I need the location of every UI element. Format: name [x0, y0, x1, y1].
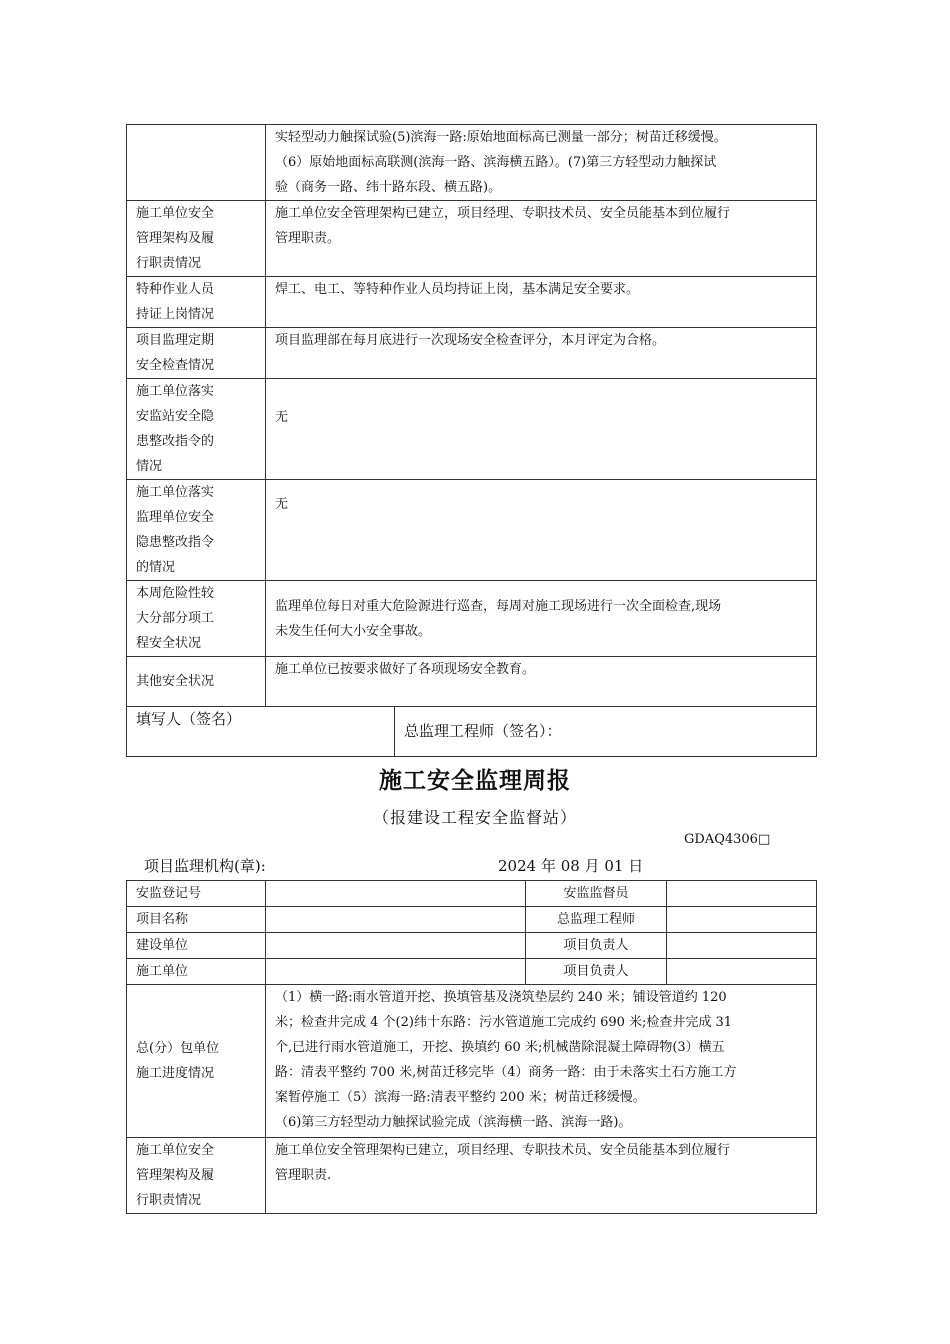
weekly-report-table — [126, 880, 817, 1214]
content-line: 项目监理部在每月底进行一次现场安全检查评分，本月评定为合格。 — [275, 333, 666, 348]
field-label: 安监监督员 — [526, 881, 667, 907]
table-row — [127, 581, 817, 657]
table-row — [127, 328, 817, 379]
label-cell — [127, 328, 266, 379]
signature-row — [127, 707, 817, 757]
field-label: 建设单位 — [127, 933, 266, 959]
content-line: 路：清表平整约 700 米,树苗迁移完毕（4）商务一路：由于未落实土石方施工方 — [275, 1065, 737, 1080]
document-code: GDAQ4306□ — [684, 832, 771, 847]
field-label: 总监理工程师 — [526, 907, 667, 933]
content-line: 施工单位已按要求做好了各项现场安全教育。 — [275, 662, 536, 677]
label-line: 安监站安全隐 — [136, 409, 215, 424]
label-line: 特种作业人员 — [136, 282, 215, 297]
content-line: 未发生任何大小安全事故。 — [275, 624, 432, 639]
content-cell — [266, 581, 817, 657]
label-line: 的情况 — [136, 560, 176, 575]
label-line: 其他安全状况 — [136, 674, 215, 689]
content-cell — [266, 1138, 817, 1214]
label-line: 施工单位安全 — [136, 1143, 215, 1158]
label-cell — [127, 379, 266, 480]
table-row — [127, 959, 817, 985]
table-row — [127, 933, 817, 959]
label-line: 大分部分项工 — [136, 611, 215, 626]
content-line: 案暂停施工（5）滨海一路:清表平整约 200 米；树苗迁移缓慢。 — [275, 1090, 646, 1105]
content-cell — [266, 480, 817, 581]
table-row — [127, 985, 817, 1138]
label-cell — [127, 277, 266, 328]
content-line: 焊工、电工、等特种作业人员均持证上岗，基本满足安全要求。 — [275, 282, 640, 297]
content-cell — [266, 657, 817, 707]
chief-engineer-signature-cell — [395, 707, 817, 757]
content-line: （6）原始地面标高联测(滨海一路、滨海横五路）。(7)第三方轻型动力触探试 — [275, 155, 717, 170]
label-cell — [127, 1138, 266, 1214]
table-row — [127, 480, 817, 581]
label-line: 施工单位落实 — [136, 384, 215, 399]
field-label: 安监登记号 — [127, 881, 266, 907]
label-cell — [127, 985, 266, 1138]
content-line: 个,已进行雨水管道施工，开挖、换填约 60 米;机械凿除混凝土障碍物(3）横五 — [275, 1040, 725, 1055]
content-line: 管理职责. — [275, 1168, 332, 1183]
label-line: 程安全状况 — [136, 636, 202, 651]
label-line: 持证上岗情况 — [136, 307, 215, 322]
content-cell — [266, 277, 817, 328]
content-cell — [266, 379, 817, 480]
label-cell — [127, 201, 266, 277]
label-line: 监理单位安全 — [136, 510, 215, 525]
field-label: 项目负责人 — [526, 959, 667, 985]
content-line: 施工单位安全管理架构已建立，项目经理、专职技术员、安全员能基本到位履行 — [275, 1143, 731, 1158]
report-title: 施工安全监理周报 — [379, 768, 571, 794]
label-line: 行职责情况 — [136, 1193, 202, 1208]
content-cell — [266, 328, 817, 379]
label-line: 管理架构及履 — [136, 1168, 215, 1183]
content-line: 实轻型动力触探试验(5)滨海一路:原始地面标高已测量一部分；树苗迁移缓慢。 — [275, 130, 727, 145]
content-line: 米；检查井完成 4 个(2)纬十东路：污水管道施工完成约 690 米;检查井完成 31 — [275, 1015, 733, 1030]
table-row — [127, 379, 817, 480]
label-cell — [127, 480, 266, 581]
content-cell — [266, 985, 817, 1138]
field-value — [266, 907, 526, 933]
label-line: 隐患整改指令 — [136, 535, 215, 550]
content-line: （6)第三方轻型动力触探试验完成（滨海横一路、滨海一路)。 — [275, 1115, 632, 1130]
label-cell — [127, 125, 266, 201]
table-row — [127, 1138, 817, 1214]
content-cell — [266, 125, 817, 201]
label-line: 行职责情况 — [136, 256, 202, 271]
content-cell — [266, 201, 817, 277]
label-cell — [127, 581, 266, 657]
label-line: 施工单位落实 — [136, 485, 215, 500]
label-line: 情况 — [136, 459, 163, 474]
field-label: 项目名称 — [127, 907, 266, 933]
table-row — [127, 881, 817, 907]
table-row — [127, 201, 817, 277]
field-label: 施工单位 — [127, 959, 266, 985]
label-line: 本周危险性较 — [136, 586, 215, 601]
table-row — [127, 657, 817, 707]
content-line: 监理单位每日对重大危险源进行巡查，每周对施工现场进行一次全面检查,现场 — [275, 599, 722, 614]
label-line: 项目监理定期 — [136, 333, 215, 348]
label-line: 安全检查情况 — [136, 358, 215, 373]
field-value — [266, 933, 526, 959]
report-date: 2024 年 08 月 01 日 — [498, 857, 644, 875]
report-subtitle: （报建设工程安全监督站） — [372, 808, 577, 827]
field-value — [667, 959, 817, 985]
label-line: 施工进度情况 — [136, 1066, 215, 1081]
content-line: 施工单位安全管理架构已建立，项目经理、专职技术员、安全员能基本到位履行 — [275, 206, 731, 221]
label-line: 管理架构及履 — [136, 231, 215, 246]
field-value — [667, 881, 817, 907]
label-line: 总(分）包单位 — [136, 1041, 220, 1056]
field-value — [667, 933, 817, 959]
table-row — [127, 907, 817, 933]
content-line: （1）横一路:雨水管道开挖、换填管基及浇筑垫层约 240 米；铺设管道约 120 — [275, 990, 727, 1005]
field-value — [266, 959, 526, 985]
filler-signature-cell — [127, 707, 395, 757]
label-line: 患整改指令的 — [136, 434, 215, 449]
table-row — [127, 125, 817, 201]
label-cell — [127, 657, 266, 707]
content-line: 验（商务一路、纬十路东段、横五路)。 — [275, 180, 502, 195]
field-value — [667, 907, 817, 933]
supervision-org-label: 项目监理机构(章): — [144, 857, 266, 875]
filler-signature-label: 填写人（签名） — [136, 710, 242, 728]
content-line: 无 — [275, 410, 289, 425]
field-label: 项目负责人 — [526, 933, 667, 959]
content-line: 无 — [275, 497, 289, 512]
table-row — [127, 277, 817, 328]
content-line: 管理职责。 — [275, 231, 341, 246]
field-value — [266, 881, 526, 907]
label-line: 施工单位安全 — [136, 206, 215, 221]
chief-engineer-signature-label: 总监理工程师（签名）： — [404, 722, 562, 740]
weekly-report-table-continued — [126, 124, 817, 757]
